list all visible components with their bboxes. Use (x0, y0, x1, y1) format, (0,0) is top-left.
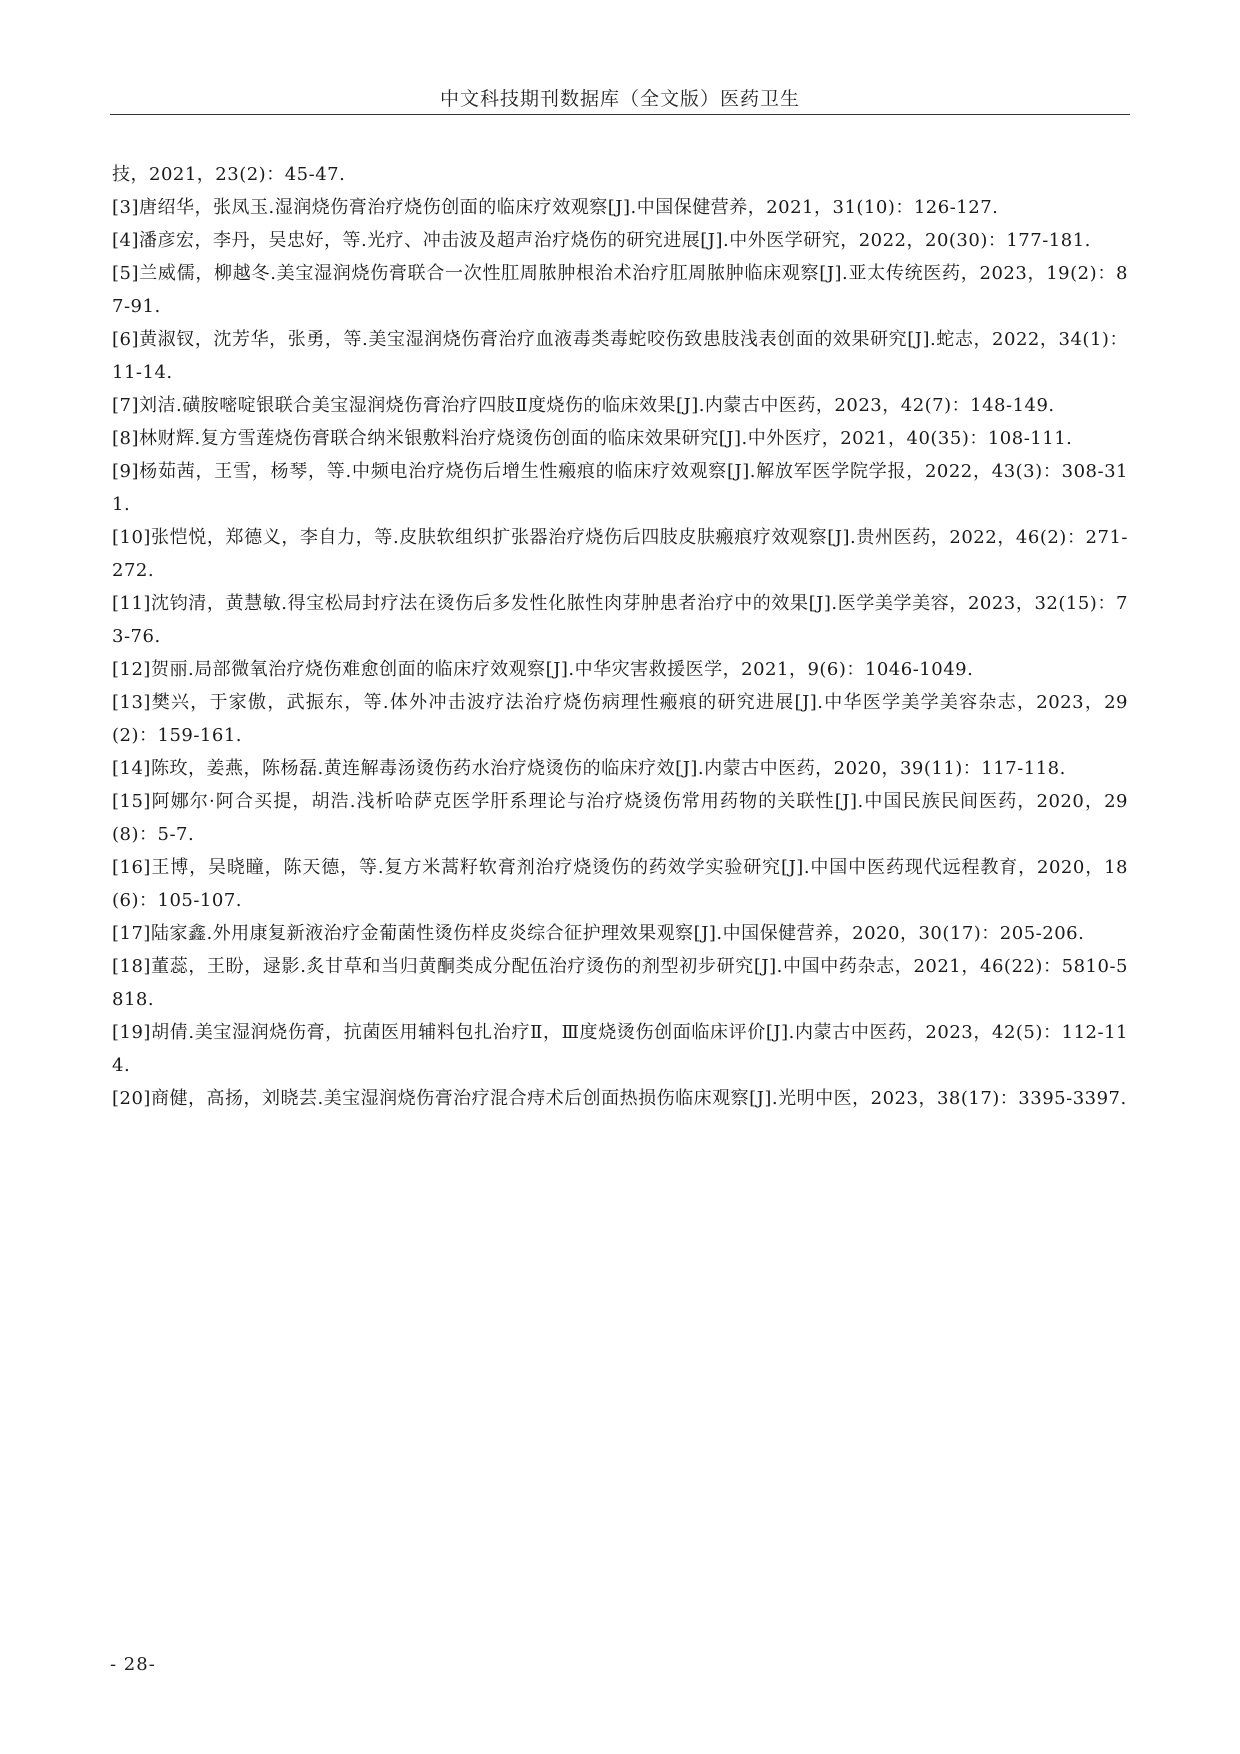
reference-item: [10]张恺悦，郑德义，李自力，等.皮肤软组织扩张器治疗烧伤后四肢皮肤瘢痕疗效观察[J].贵州医药，2022，46(2)：271-272. (112, 527, 1128, 581)
reference-item: [11]沈钧清，黄慧敏.得宝松局封疗法在烫伤后多发性化脓性肉芽肿患者治疗中的效果[J].医学美学美容，2023，32(15)：73-76. (112, 593, 1128, 647)
reference-item: [7]刘洁.磺胺嘧啶银联合美宝湿润烧伤膏治疗四肢Ⅱ度烧伤的临床效果[J].内蒙古中医药，2023，42(7)：148-149. (112, 395, 1055, 416)
reference-item: [16]王博，吴晓瞳，陈天德，等.复方米蒿籽软膏剂治疗烧烫伤的药效学实验研究[J].中国中医药现代远程教育，2020，18(6)：105-107. (112, 857, 1128, 911)
reference-item: [14]陈玫，姜燕，陈杨磊.黄连解毒汤烫伤药水治疗烧烫伤的临床疗效[J].内蒙古中医药，2020，39(11)：117-118. (112, 758, 1066, 779)
reference-item: [12]贺丽.局部微氧治疗烧伤难愈创面的临床疗效观察[J].中华灾害救援医学，2021，9(6)：1046-1049. (112, 659, 974, 680)
reference-item: [3]唐绍华，张凤玉.湿润烧伤膏治疗烧伤创面的临床疗效观察[J].中国保健营养，2021，31(10)：126-127. (112, 197, 999, 218)
reference-item: [5]兰威儒，柳越冬.美宝湿润烧伤膏联合一次性肛周脓肿根治术治疗肛周脓肿临床观察[J].亚太传统医药，2023，19(2)：87-91. (112, 263, 1128, 317)
reference-list (112, 158, 1128, 1115)
reference-item: [18]董蕊，王盼，逯影.炙甘草和当归黄酮类成分配伍治疗烫伤的剂型初步研究[J].中国中药杂志，2021，46(22)：5810-5818. (112, 956, 1128, 1010)
reference-item: [17]陆家鑫.外用康复新液治疗金葡菌性烫伤样皮炎综合征护理效果观察[J].中国保健营养，2020，30(17)：205-206. (112, 923, 1085, 944)
reference-item: [15]阿娜尔·阿合买提，胡浩.浅析哈萨克医学肝系理论与治疗烧烫伤常用药物的关联性[J].中国民族民间医药，2020，29(8)：5-7. (112, 791, 1128, 845)
reference-item: [9]杨茹茜，王雪，杨琴，等.中频电治疗烧伤后增生性瘢痕的临床疗效观察[J].解放军医学院学报，2022，43(3)：308-311. (112, 461, 1128, 515)
reference-item: [19]胡倩.美宝湿润烧伤膏，抗菌医用辅料包扎治疗Ⅱ，Ⅲ度烧烫伤创面临床评价[J].内蒙古中医药，2023，42(5)：112-114. (112, 1022, 1128, 1076)
reference-item: [6]黄淑钗，沈芳华，张勇，等.美宝湿润烧伤膏治疗血液毒类毒蛇咬伤致患肢浅表创面的效果研究[J].蛇志，2022，34(1)：11-14. (112, 329, 1128, 383)
reference-item: [13]樊兴，于家傲，武振东，等.体外冲击波疗法治疗烧伤病理性瘢痕的研究进展[J].中华医学美学美容杂志，2023，29(2)：159-161. (112, 692, 1128, 746)
page-number: - 28- (110, 1654, 156, 1675)
reference-item: 技，2021，23(2)：45-47. (112, 164, 346, 185)
header-rule (110, 114, 1130, 115)
reference-item: [20]商健，高扬，刘晓芸.美宝湿润烧伤膏治疗混合痔术后创面热损伤临床观察[J].光明中医，2023，38(17)：3395-3397. (112, 1088, 1127, 1109)
reference-item: [8]林财辉.复方雪莲烧伤膏联合纳米银敷料治疗烧烫伤创面的临床效果研究[J].中外医疗，2021，40(35)：108-111. (112, 428, 1073, 449)
reference-item: [4]潘彦宏，李丹，吴忠好，等.光疗、冲击波及超声治疗烧伤的研究进展[J].中外医学研究，2022，20(30)：177-181. (112, 230, 1091, 251)
running-header: 中文科技期刊数据库（全文版）医药卫生 (439, 88, 800, 110)
